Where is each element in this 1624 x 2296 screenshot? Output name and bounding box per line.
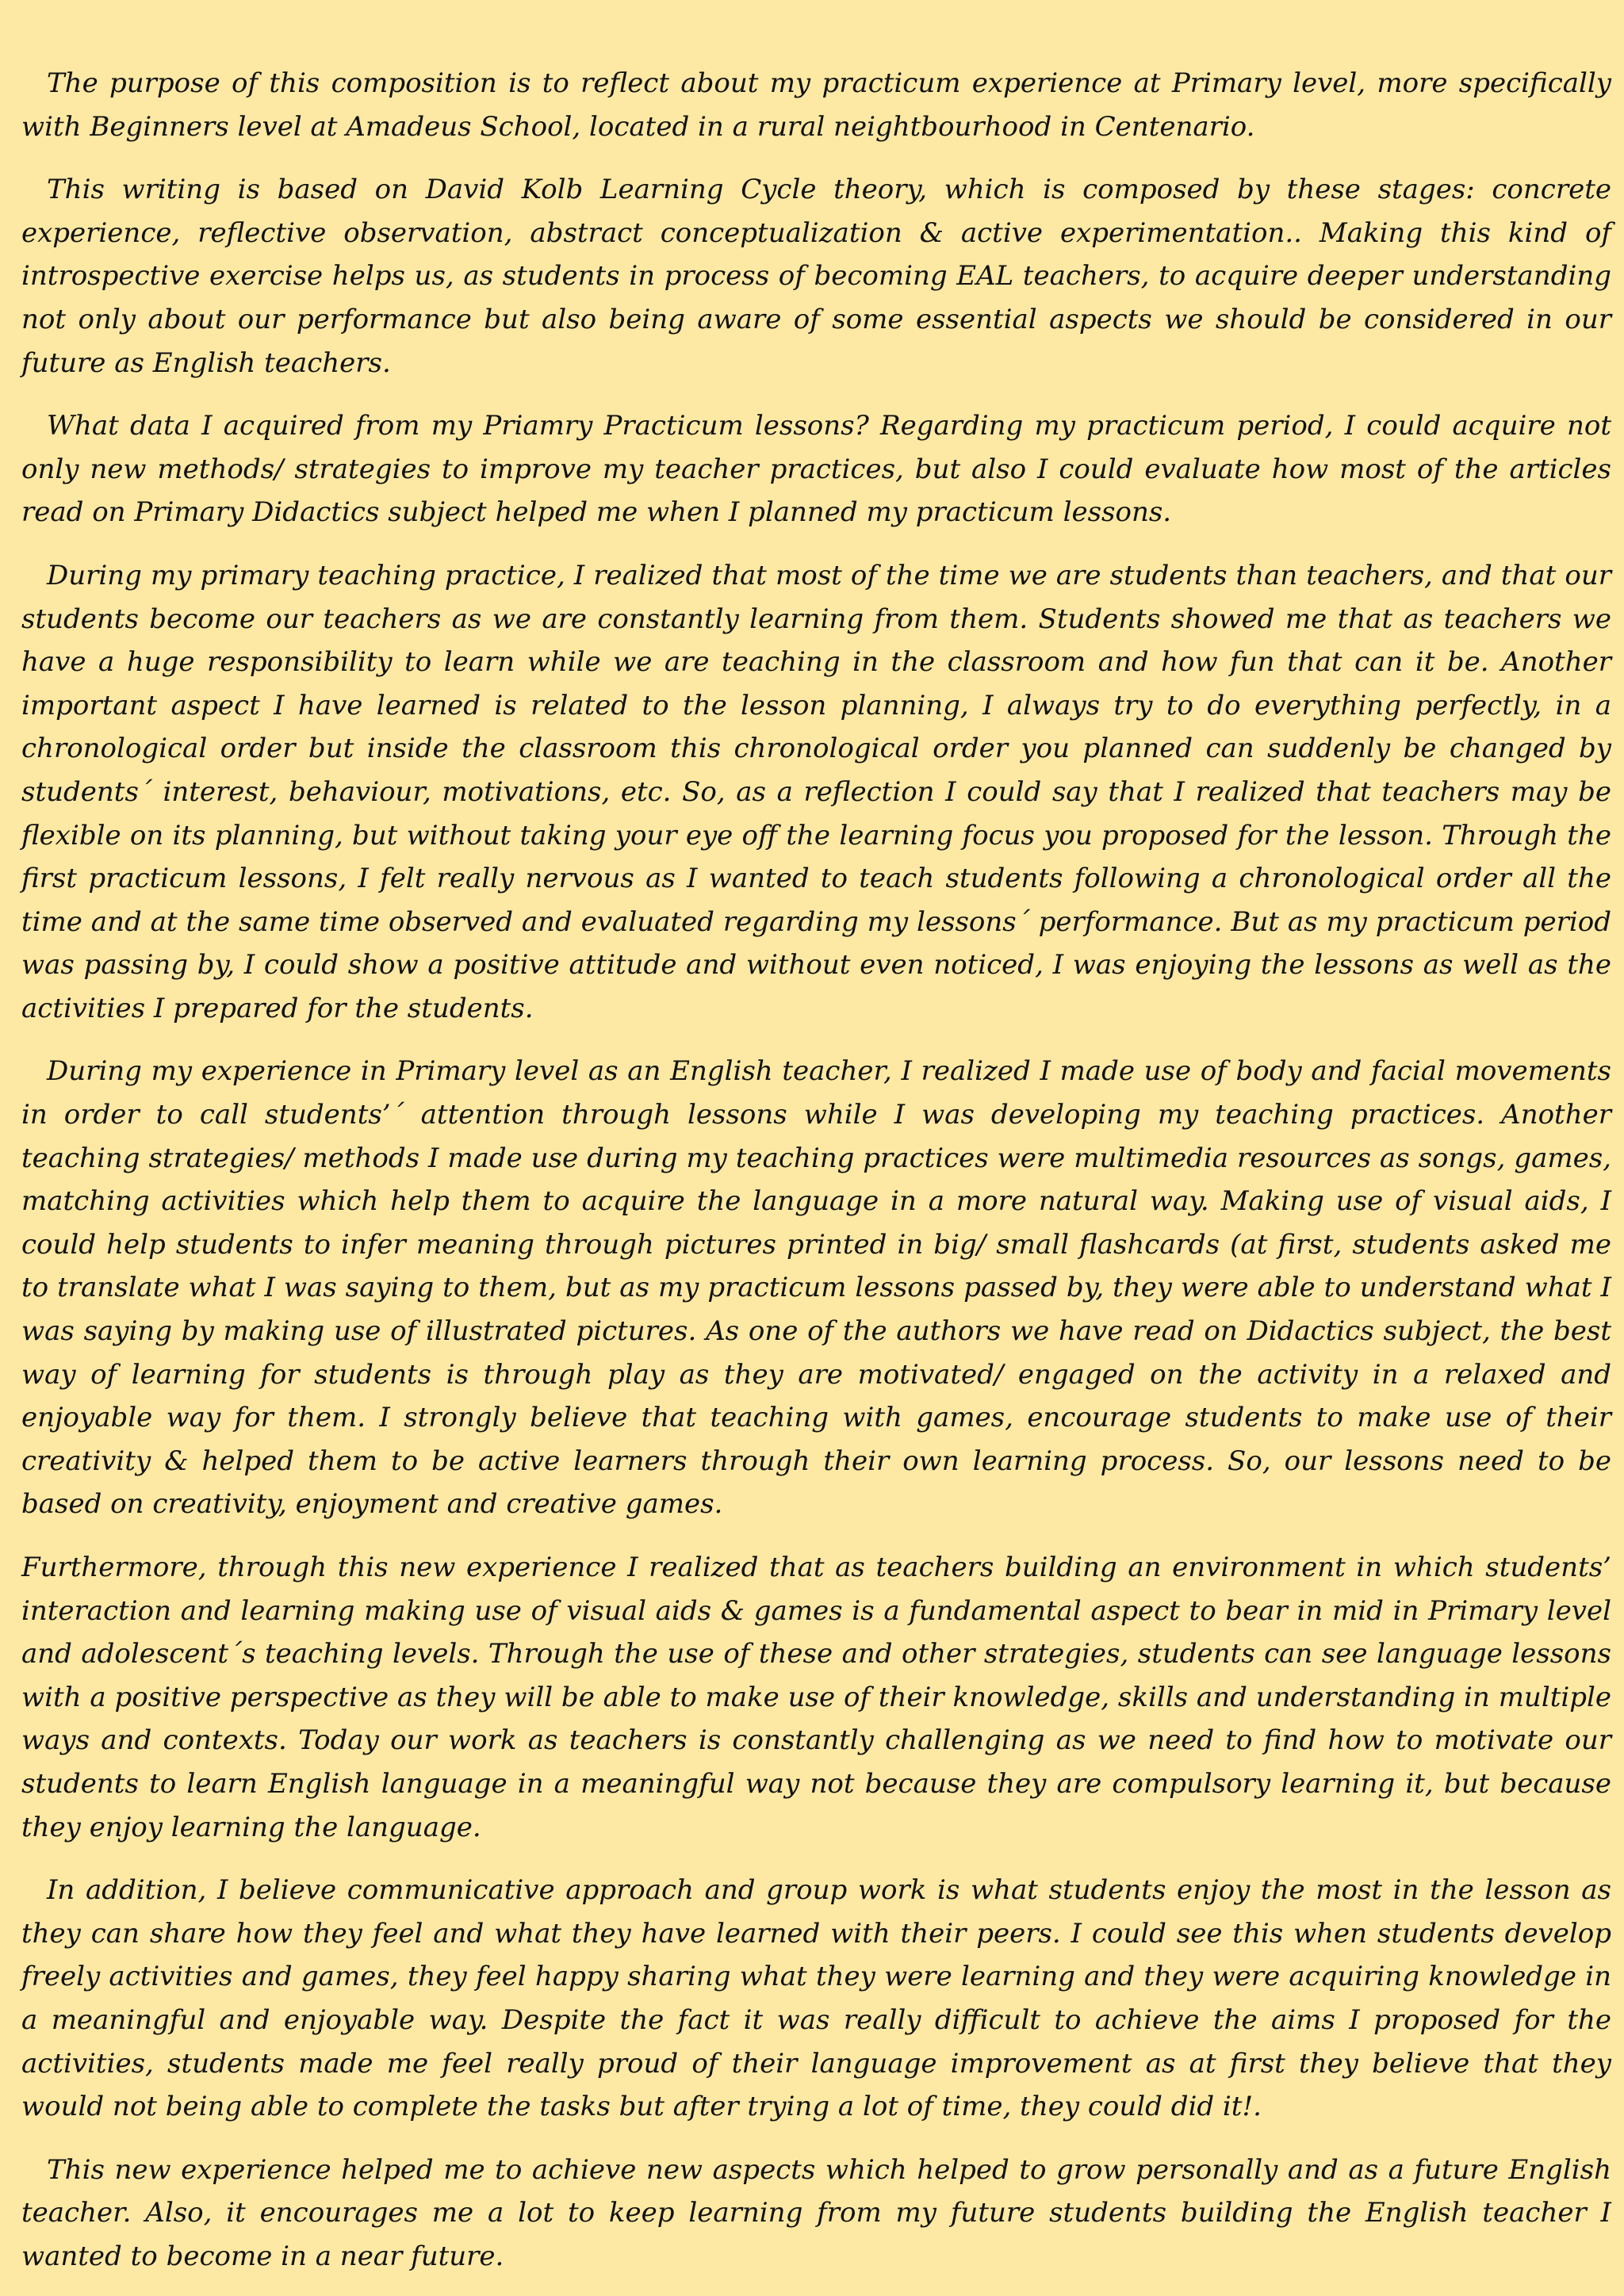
paragraph-teaching-practice: During my primary teaching practice, I realized that most of the time we are students than teachers, and that our students become our teachers as we are constantly learning from them. Students showed me that as teachers we have a huge responsibility to learn while we are teaching in the classroom and how fun that can it be. Another important aspect I have learned is related to the lesson planning, I always try to do everything perfectly, in a chronological order but inside the classroom this chronological order you planned can suddenly be changed by students´ interest, behaviour, motivations, etc. So, as a reflection I could say that I realized that teachers may be flexible on its planning, but without taking your eye off the learning focus you proposed for the lesson. Through the first practicum lessons, I felt really nervous as I wanted to teach students following a chronological order all the time and at the same time observed and evaluated regarding my lessons´ performance. But as my practicum period was passing by, I could show a positive attitude and without even noticed, I was enjoying the lessons as well as the activities I prepared for the students. (21, 559, 1611, 1024)
paragraph-kolb-cycle: This writing is based on David Kolb Learning Cycle theory, which is composed by these stages: concrete experience, reflective observation, abstract conceptualization & active experimentation.. Making this kind of introspective exercise helps us, as students in process of becoming EAL teachers, to acquire deeper understanding not only about our performance but also being aware of some essential aspects we should be considered in our future as English teachers. (21, 174, 1611, 379)
paragraph-experience-primary: During my experience in Primary level as an English teacher, I realized I made use of body and facial movements in order to call students’´ attention through lessons while I was developing my teaching practices. Another teaching strategies/ methods I made use during my teaching practices were multimedia resources as songs, games, matching activities which help them to acquire the language in a more natural way. Making use of visual aids, I could help students to infer meaning through pictures printed in big/ small flashcards (at first, students asked me to translate what I was saying to them, but as my practicum lessons passed by, they were able to understand what I was saying by making use of illustrated pictures. As one of the authors we have read on Didactics subject, the best way of learning for students is through play as they are motivated/ engaged on the activity in a relaxed and enjoyable way for them. I strongly believe that teaching with games, encourage students to make use of their creativity & helped them to be active learners through their own learning process. So, our lessons need to be based on creativity, enjoyment and creative games. (21, 1055, 1611, 1521)
paragraph-intro: The purpose of this composition is to reflect about my practicum experience at Primary level, more specifically with Beginners level at Amadeus School, located in a rural neightbourhood in Centenario. (21, 67, 1611, 143)
paragraph-conclusion: This new experience helped me to achieve new aspects which helped to grow personally and as a future English teacher. Also, it encourages me a lot to keep learning from my future students building the English teacher I wanted to become in a near future. (21, 2153, 1611, 2272)
paragraph-furthermore: Furthermore, through this new experience I realized that as teachers building an environment in which students’ interaction and learning making use of visual aids & games is a fundamental aspect to bear in mid in Primary level and adolescent´s teaching levels. Through the use of these and other strategies, students can see language lessons with a positive perspective as they will be able to make use of their knowledge, skills and understanding in multiple ways and contexts. Today our work as teachers is constantly challenging as we need to find how to motivate our students to learn English language in a meaningful way not because they are compulsory learning it, but because they enjoy learning the language. (21, 1552, 1611, 1843)
paragraph-in-addition: In addition, I believe communicative approach and group work is what students enjoy the most in the lesson as they can share how they feel and what they have learned with their peers. I could see this when students develop freely activities and games, they feel happy sharing what they were learning and they were acquiring knowledge in a meaningful and enjoyable way. Despite the fact it was really difficult to achieve the aims I proposed for the activities, students made me feel really proud of their language improvement as at first they believe that they would not being able to complete the tasks but after trying a lot of time, they could did it!. (21, 1874, 1611, 2123)
paragraph-practicum-data: What data I acquired from my Priamry Practicum lessons? Regarding my practicum period, I could acquire not only new methods/ strategies to improve my teacher practices, but also I could evaluate how most of the articles read on Primary Didactics subject helped me when I planned my practicum lessons. (21, 410, 1611, 529)
